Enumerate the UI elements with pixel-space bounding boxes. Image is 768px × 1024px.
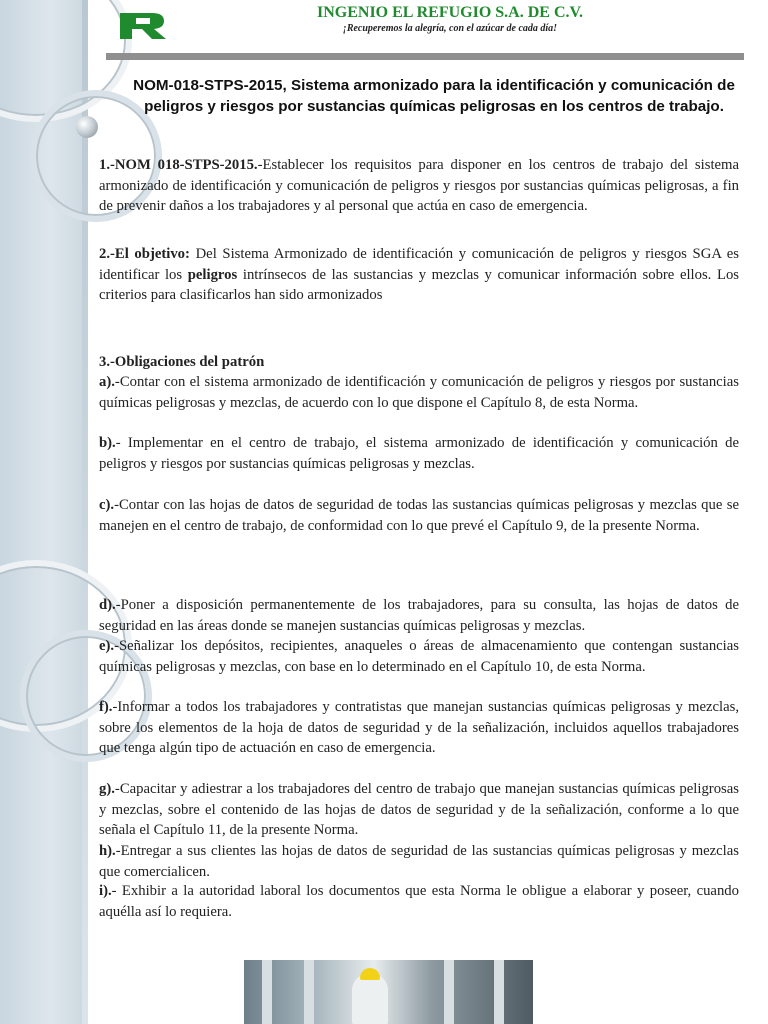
helmet-icon — [360, 968, 380, 980]
obligation-item — [99, 433, 739, 474]
photo-pipe — [494, 960, 504, 1024]
company-name: INGENIO EL REFUGIO S.A. DE C.V. — [317, 4, 583, 21]
item-label: h). — [99, 843, 116, 859]
document-title: NOM-018-STPS-2015, Sistema armonizado para la identificación y comunicación de peligros y riesgos por sustancias químicas peligrosas en los centros de trabajo. — [133, 77, 735, 115]
item-label: f). — [99, 699, 113, 715]
item-text: - Exhibir a la autoridad laboral los documentos que esta Norma le obligue a elaborar y poseer, cuando aquélla así lo requiera. — [99, 883, 739, 920]
obligation-item — [99, 372, 739, 413]
section-3-heading — [99, 352, 739, 373]
item-text: -Contar con las hojas de datos de seguridad de todas las sustancias químicas peligrosas y mezclas que se manejen en el centro de trabajo, de conformidad con lo que prevé el Capítulo 9, de la presente Norma. — [99, 497, 739, 534]
obligation-item — [99, 636, 739, 677]
decorative-sphere-icon — [76, 116, 98, 138]
item-text: -Señalizar los depósitos, recipientes, anaqueles o áreas de almacenamiento que contengan sustancias químicas peligrosas y mezclas, con base en lo determinado en el Capítulo 10, de esta Norma. — [99, 638, 739, 675]
section-3-title: 3.-Obligaciones del patrón — [99, 354, 265, 370]
section-1 — [99, 155, 739, 217]
section-2-text-end: intrínsecos de las sustancias y mezclas y comunicar información sobre ellos. Los criterios para clasificarlos han sido armonizados — [99, 266, 740, 304]
item-text: - Implementar en el centro de trabajo, el sistema armonizado de identificación y comunicación de peligros y riesgos por sustancias químicas peligrosas y mezclas. — [99, 435, 739, 472]
photo-pipe — [262, 960, 272, 1024]
header-divider — [106, 53, 744, 60]
item-label: d). — [99, 597, 116, 613]
section-2-label: 2.-El objetivo: — [99, 246, 190, 262]
obligation-item — [99, 779, 739, 841]
obligation-item — [99, 697, 739, 759]
item-label: c). — [99, 497, 115, 513]
obligation-item — [99, 595, 739, 636]
item-text: -Informar a todos los trabajadores y contratistas que manejan sustancias químicas peligrosas y mezclas, sobre los elementos de la hoja de datos de seguridad y de la señalización, incluidos aquellos trabajadores que tenga algún tipo de actuación en caso de emergencia. — [99, 699, 739, 757]
company-slogan: ¡Recuperemos la alegría, con el azúcar de cada día! — [342, 23, 558, 34]
section-2-bold: peligros — [187, 266, 238, 283]
worker-figure — [352, 974, 388, 1024]
item-label: b). — [99, 435, 116, 451]
item-text: -Poner a disposición permanentemente de los trabajadores, para su consulta, las hojas de datos de seguridad en las áreas donde se manejen sustancias químicas peligrosas y mezclas. — [99, 597, 739, 634]
obligation-item — [99, 841, 739, 882]
section-1-text: -Establecer los requisitos para disponer en los centros de trabajo del sistema armonizado de identificación y comunicación de peligros y riesgos por sustancias químicas peligrosas, a fin de prevenir daños a los trabajadores y al personal que actúa en caso de emergencia. — [99, 157, 739, 215]
item-text: -Capacitar y adiestrar a los trabajadores del centro de trabajo que manejan sustancias químicas peligrosas y mezclas, sobre el contenido de las hojas de datos de seguridad y de la señalización, conforme a lo que señala el Capítulo 11, de la presente Norma. — [99, 781, 739, 839]
item-label: e). — [99, 638, 115, 654]
obligation-item — [99, 495, 739, 536]
industrial-worker-photo — [244, 960, 533, 1024]
item-text: -Entregar a sus clientes las hojas de datos de seguridad de las sustancias químicas peligrosas y mezclas que comercialicen. — [99, 843, 739, 880]
item-label: a). — [99, 374, 115, 390]
section-2 — [99, 244, 739, 306]
obligation-item — [99, 881, 739, 922]
section-1-label: 1.-NOM 018-STPS-2015. — [99, 157, 258, 173]
photo-pipe — [444, 960, 454, 1024]
photo-pipe — [304, 960, 314, 1024]
item-label: g). — [99, 781, 115, 797]
item-label: i). — [99, 883, 112, 899]
item-text: -Contar con el sistema armonizado de identificación y comunicación de peligros y riesgos por sustancias químicas peligrosas y mezclas, de acuerdo con lo que dispone el Capítulo 8, de esta Norma. — [99, 374, 739, 411]
section-2-text: Del Sistema Armonizado de identificación y comunicación de peligros y riesgos SGA es identificar los — [99, 246, 740, 283]
company-logo-icon — [118, 11, 168, 41]
